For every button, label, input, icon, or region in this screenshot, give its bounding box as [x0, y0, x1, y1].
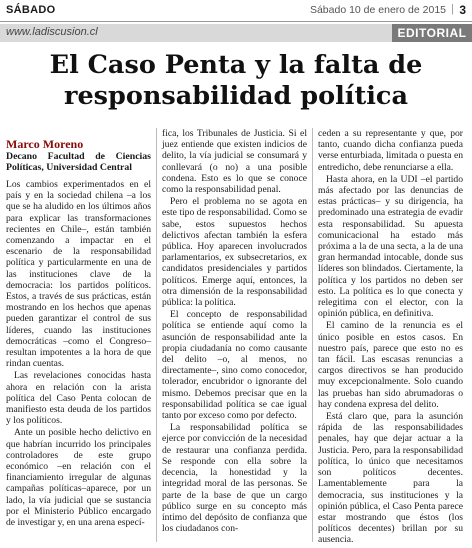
header-divider: | — [451, 3, 454, 15]
paragraph: Hasta ahora, en la UDI –el partido más afectado por las denuncias de estas prácticas– y su dirigencia, ha predominado una estrategia de evadir esta responsabilidad. Su apuesta comunicacional ha estado más próxima a la de una secta, a la de una gran hermandad intocable, donde sus líderes son blindados. Ciertamente, la política y los partidos no deben ser esto. La política es lo que conecta y relegitima con el elector, con la opinión pública, en definitiva. — [318, 173, 463, 320]
site-url[interactable]: www.ladiscusion.cl — [6, 26, 98, 38]
paragraph: ceden a su representante y que, por tanto, cuando dicha confianza pueda verse enturbiada, limitada o puesta en entredicho, debe renunciarse a ella. — [318, 128, 463, 173]
section-label: EDITORIAL — [392, 24, 472, 42]
paragraph: Pero el problema no se agota en este tipo de responsabilidad. Como se sabe, estos supuestos hechos delictivos afectan también la esfera pública. Hoy aparecen involucrados parlamentarios, ex subsecretarios, ex candidatos presidenciales y partidos políticos. Emerge aquí, entonces, la otra dimensión de la responsabilidad pública: la política. — [162, 196, 307, 309]
paragraph: fica, los Tribunales de Justicia. Si el juez entiende que existen indicios de delito, la vía judicial se consumará y conllevará (o no) a una posible condena. Esto es lo que se conoce como la responsabilidad penal. — [162, 128, 307, 196]
author-role: Decano Facultad de Ciencias Políticas, Universidad Central — [6, 151, 151, 173]
paragraph: Los cambios experimentados en el país y en la sociedad chilena –a los que se ha aludido en los últimos años para explicar las transformaciones recientes en Chile–, están también comenzando a impactar en el escenario de la responsabilidad política y particularmente en una de las instituciones clave de la democracia: los partidos políticos. Estos, a través de sus prácticas, están mostrando en los hechos que apenas pueden garantizar el control de sus líderes, cuando las instituciones democráticas –como el Congreso– resultan impotentes a la hora de que rindan cuentas. — [6, 179, 151, 370]
column-divider — [156, 128, 157, 542]
article-title: El Caso Penta y la falta de responsabilidad política — [49, 50, 423, 111]
paragraph: Las revelaciones conocidas hasta ahora en relación con la arista política del Caso Penta colocan de manifiesto esta deuda de los partidos y los políticos. — [6, 370, 151, 427]
article-column-3 — [318, 128, 463, 547]
page-number: 3 — [459, 3, 466, 17]
paragraph: El concepto de responsabilidad política se entiende aquí como la asunción de responsabilidad ante la propia ciudadanía no como causante del delito –o, al menos, no directamente–, sino como conocedor, tolerador, encubridor o ignorante del mismo. Debemos precisar que en la responsabilidad política se cae igual tanto por exceso como por defecto. — [162, 309, 307, 422]
issue-date: Sábado 10 de enero de 2015 — [309, 4, 446, 16]
paragraph: Ante un posible hecho delictivo en que habrían incurrido los principales controladores de este grupo económico –en relación con el financiamiento irregular de algunas campañas políticas–aparece, por un lado, la vía judicial que se sustancia por el Ministerio Público encargado de investigar y, en una arena especí- — [6, 427, 151, 529]
paragraph: La responsabilidad política se ejerce por convicción de la necesidad de restaurar una confianza perdida. Se responde con ella sobre la decencia, la honestidad y la integridad moral de las personas. Se parte de la base de que un cargo público surge en su concepto más íntimo del depósito de confianza que los ciudadanos con- — [162, 422, 307, 535]
article-column-2 — [162, 128, 307, 535]
day-label: SÁBADO — [6, 4, 56, 16]
author-name: Marco Moreno — [6, 137, 84, 151]
page-header — [0, 0, 472, 22]
column-divider — [312, 128, 313, 542]
paragraph: El camino de la renuncia es el único posible en estos casos. En nuestro país, parece que esto no es tan fácil. Las escasas renuncias a cargos directivos se han producido muy excepcionalmente. Solo cuando las pruebas han sido abrumadoras o hay condena expresa del delito. — [318, 320, 463, 410]
article-column-1 — [6, 138, 151, 529]
paragraph: Está claro que, para la asunción rápida de las responsabilidades penales, hay que dejar actuar a la Justicia. Pero, para la responsabilidad política, lo único que necesitamos son políticos decentes. Lamentablemente para la democracia, sus instituciones y la opinión pública, el Caso Penta parece estar mostrando que éstos (los políticos decentes) brillan por su ausencia. — [318, 411, 463, 546]
section-bar — [0, 24, 472, 42]
